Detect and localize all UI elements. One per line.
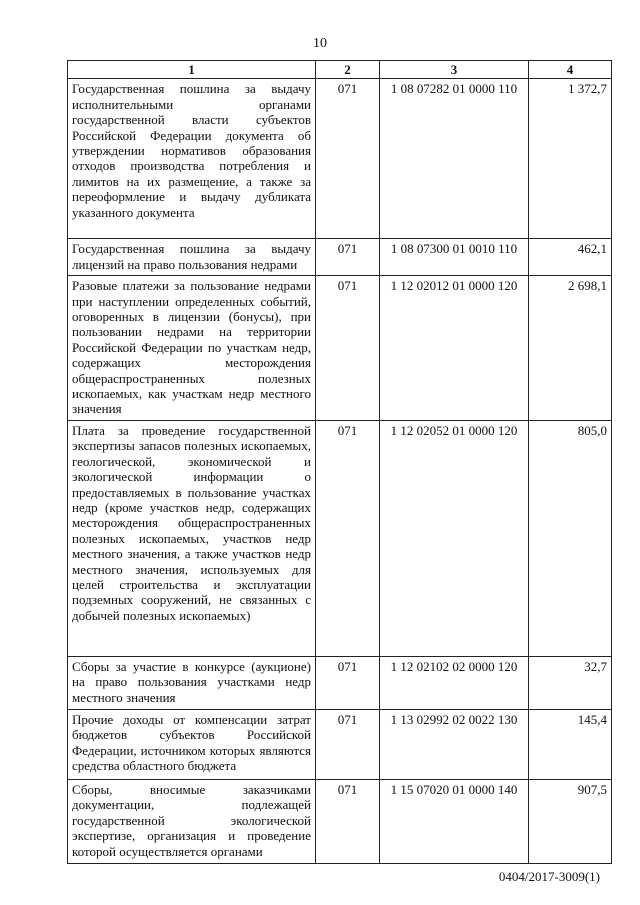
income-name: Государственная пошлина за выдачу лицензий на право пользования недрами bbox=[68, 239, 316, 276]
header-col-1: 1 bbox=[68, 61, 316, 79]
budget-code: 1 08 07282 01 0000 110 bbox=[380, 79, 529, 239]
header-col-2: 2 bbox=[316, 61, 380, 79]
admin-code: 071 bbox=[316, 420, 380, 656]
income-name: Разовые платежи за пользование недрами при наступлении определенных событий, оговоренных в лицензии (бонусы), при пользовании недрами на территории Российской Федерации по участкам недр, содержащих месторождения общераспространенных полезных ископаемых, как участкам недр местного значения bbox=[68, 276, 316, 421]
table-row bbox=[68, 239, 612, 276]
admin-code: 071 bbox=[316, 656, 380, 709]
admin-code: 071 bbox=[316, 709, 380, 779]
header-col-3: 3 bbox=[380, 61, 529, 79]
amount: 145,4 bbox=[529, 709, 612, 779]
table-header bbox=[68, 61, 612, 79]
amount: 462,1 bbox=[529, 239, 612, 276]
admin-code: 071 bbox=[316, 79, 380, 239]
income-name: Государственная пошлина за выдачу исполнительными органами государственной власти субъектов Российской Федерации документа об утверждении нормативов образования отходов производства потребления и лимитов на их размещение, а также за переоформление и выдачу дубликата указанного документа bbox=[68, 79, 316, 239]
table-row bbox=[68, 79, 612, 239]
table-row bbox=[68, 709, 612, 779]
page-number: 10 bbox=[313, 36, 327, 51]
amount: 2 698,1 bbox=[529, 276, 612, 421]
amount: 1 372,7 bbox=[529, 79, 612, 239]
document-id: 0404/2017-3009(1) bbox=[498, 869, 600, 884]
income-name: Плата за проведение государственной экспертизы запасов полезных ископаемых, геологической, экономической и экологической информации о предоставляемых в пользование участках недр (кроме участков недр, содержащих месторождения общераспространенных полезных ископаемых, участков недр местного значения, а также участков недр местного значения, используемых для целей строительства и эксплуатации подземных сооружений, не связанных с добычей полезных ископаемых) bbox=[68, 420, 316, 656]
amount: 907,5 bbox=[529, 779, 612, 863]
admin-code: 071 bbox=[316, 276, 380, 421]
table-row bbox=[68, 420, 612, 656]
header-col-4: 4 bbox=[529, 61, 612, 79]
budget-code: 1 13 02992 02 0022 130 bbox=[380, 709, 529, 779]
income-name: Сборы за участие в конкурсе (аукционе) на право пользования участками недр местного значения bbox=[68, 656, 316, 709]
income-name: Прочие доходы от компенсации затрат бюджетов субъектов Российской Федерации, источником которых являются средства областного бюджета bbox=[68, 709, 316, 779]
budget-code: 1 12 02012 01 0000 120 bbox=[380, 276, 529, 421]
budget-table bbox=[67, 60, 612, 864]
budget-code: 1 15 07020 01 0000 140 bbox=[380, 779, 529, 863]
table-row bbox=[68, 779, 612, 863]
table-row bbox=[68, 656, 612, 709]
amount: 805,0 bbox=[529, 420, 612, 656]
table-row bbox=[68, 276, 612, 421]
income-name: Сборы, вносимые заказчиками документации, подлежащей государственной экологической экспертизе, организация и проведение которой осуществляется органами bbox=[68, 779, 316, 863]
budget-code: 1 12 02102 02 0000 120 bbox=[380, 656, 529, 709]
admin-code: 071 bbox=[316, 779, 380, 863]
budget-code: 1 08 07300 01 0010 110 bbox=[380, 239, 529, 276]
amount: 32,7 bbox=[529, 656, 612, 709]
budget-code: 1 12 02052 01 0000 120 bbox=[380, 420, 529, 656]
header-row bbox=[68, 61, 612, 79]
table-body bbox=[68, 79, 612, 863]
admin-code: 071 bbox=[316, 239, 380, 276]
